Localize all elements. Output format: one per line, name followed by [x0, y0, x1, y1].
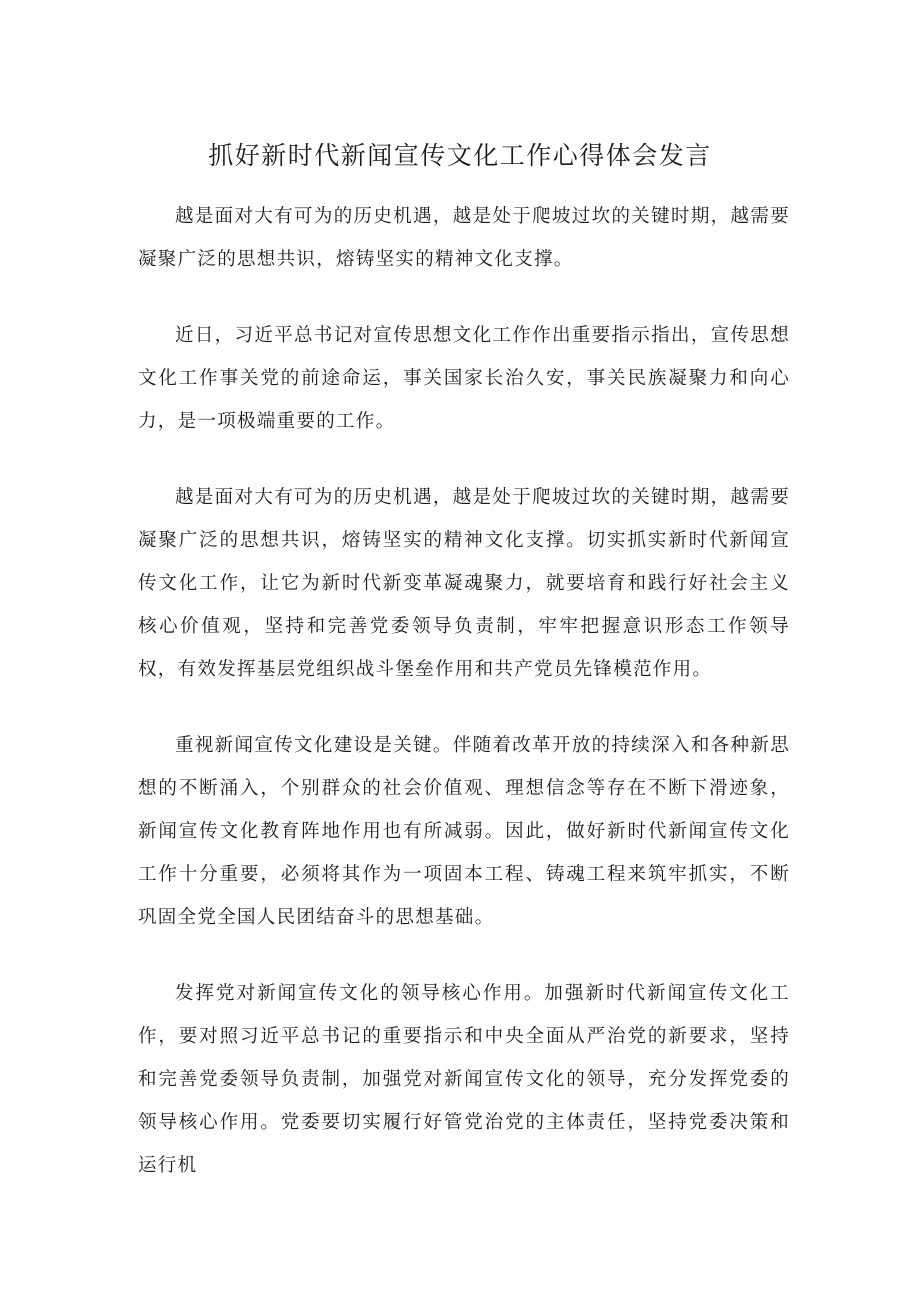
paragraph-2: 近日，习近平总书记对宣传思想文化工作作出重要指示指出，宣传思想文化工作事关党的前途命运，事关国家长治久安，事关民族凝聚力和向心力，是一项极端重要的工作。 — [138, 325, 790, 432]
document-title: 抓好新时代新闻宣传文化工作心得体会发言 — [208, 141, 712, 170]
paragraph-4: 重视新闻宣传文化建设是关键。伴随着改革开放的持续深入和各种新思想的不断涌入，个别群众的社会价值观、理想信念等存在不断下滑迹象，新闻宣传文化教育阵地作用也有所减弱。因此，做好新时代新闻宣传文化工作十分重要，必须将其作为一项固本工程、铸魂工程来筑牢抓实，不断巩固全党全国人民团结奋斗的思想基础。 — [138, 735, 790, 928]
paragraph-3: 越是面对大有可为的历史机遇，越是处于爬坡过坎的关键时期，越需要凝聚广泛的思想共识，熔铸坚实的精神文化支撑。切实抓实新时代新闻宣传文化工作，让它为新时代新变革凝魂聚力，就要培育和践行好社会主义核心价值观，坚持和完善党委领导负责制，牢牢把握意识形态工作领导权，有效发挥基层党组织战斗堡垒作用和共产党员先锋模范作用。 — [138, 487, 790, 680]
paragraph-5: 发挥党对新闻宣传文化的领导核心作用。加强新时代新闻宣传文化工作，要对照习近平总书记的重要指示和中央全面从严治党的新要求，坚持和完善党委领导负责制，加强党对新闻宣传文化的领导，充分发挥党委的领导核心作用。党委要切实履行好管党治党的主体责任，坚持党委决策和运行机 — [138, 983, 790, 1176]
document-body — [138, 195, 790, 1220]
paragraph-1: 越是面对大有可为的历史机遇，越是处于爬坡过坎的关键时期，越需要凝聚广泛的思想共识，熔铸坚实的精神文化支撑。 — [138, 206, 790, 270]
